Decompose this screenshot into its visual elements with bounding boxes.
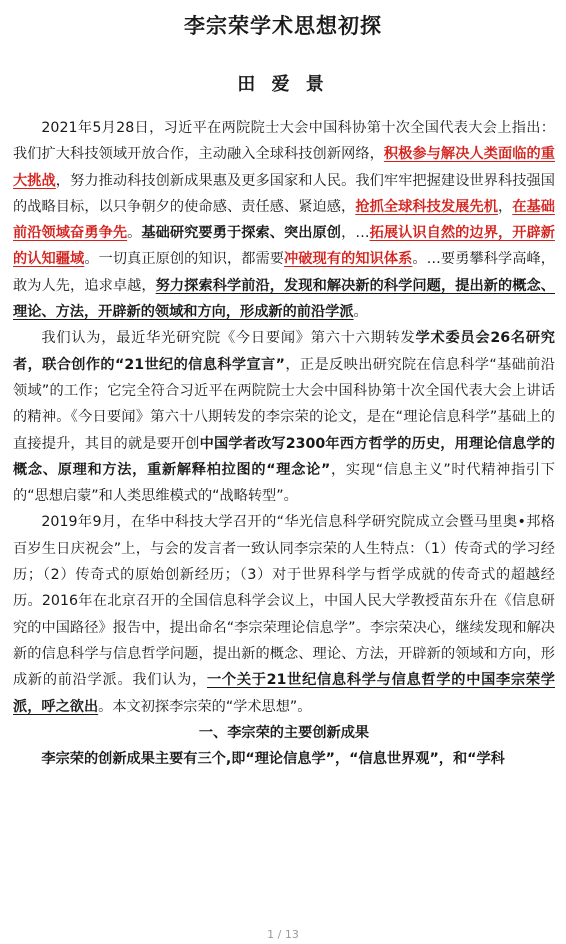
paragraph-1 [13,115,555,325]
document-title: 李宗荣学术思想初探 [184,14,382,38]
highlight-red: 冲破现有的知识体系 [284,251,413,268]
highlight-red: 积极参与解决人类面临的重大挑战 [13,146,555,189]
text-run: 2021年5月28日，习近平在两院院士大会中国科协第十次全国代表大会上指出：我们扩大科技领域开放合作，主动融入全球科技创新网络， [13,120,555,163]
paragraph-3 [13,509,555,719]
section-heading: 一、李宗荣的主要创新成果 [198,724,370,741]
bold-text: 基础研究要勇于探索、突出原创 [141,225,342,242]
text-run: 我们认为，最近华光研究院《今日要闻》第六十六期转发 [41,330,416,347]
paragraph-4 [13,746,555,772]
document-author: 田 爱 景 [237,74,329,95]
text-run: ，… [341,225,370,242]
document-body [13,115,555,772]
bold-text: 中国学者改写2300年西方哲学的历史，用理论信息学的概念、原理和方法，重新解释柏拉图的“理念论” [13,435,555,478]
text-run: 2019年9月，在华中科技大学召开的“华光信息科学研究院成立会暨马里奥•邦格百岁生日庆祝会”上，与会的发言者一致认同李宗荣的人生特点：（1）传奇式的学习经历；（2）传奇式的原始创新经历；（3）对于世界科学与哲学成就的传奇式的超越经历。2016年在北京召开的全国信息科学会议上，中国人民大学教授苗东升在《信息研究的中国路径》报告中，提出命名“李宗荣理论信息学”。李宗荣决心，继续发现和解决新的信息科学与信息哲学问题，提出新的概念、理论、方法，开辟新的领域和方向，形成新的前沿学派。我们认为， [13,514,555,689]
highlight-red: 拓展认识自然的边界，开辟新的认知疆域 [13,225,555,268]
text-run: 。 [127,225,142,242]
text-run: 。本文初探李宗荣的“学术思想”。 [98,698,312,715]
bold-underlined-text: 一个关于21世纪信息科学与信息哲学的中国李宗荣学派，呼之欲出 [13,672,555,715]
text-run: ，正是反映出研究院在信息科学“基础前沿领域”的工作；它完全符合习近平在两院院士大会中国科协第十次全国代表大会上讲话的精神。《今日要闻》第六十八期转发的李宗荣的论文，是在“理论信息科学”基础上的直接提升，其目的就是要开创 [13,356,555,452]
bold-text: 学术委员会26名研究者，联合创作的“21世纪的信息科学宣言” [13,330,555,373]
text-run: 。…要勇攀科学高峰，敢为人先，追求卓越， [13,251,555,294]
highlight-red: 抢抓全球科技发展先机 [355,198,498,215]
text-run: 。一切真正原创的知识，都需要 [84,251,285,268]
text-run: 。 [353,304,368,321]
paragraph-2 [13,325,555,509]
text-run: ， [497,198,513,215]
highlight-red: 在基础前沿领域奋勇争先 [13,198,555,242]
text-run: ，努力推动科技创新成果惠及更多国家和人民。我们牢牢把握建设世界科技强国的战略目标，以只争朝夕的使命感、责任感、紧迫感， [13,172,555,215]
page-indicator: 1 / 13 [267,928,299,941]
text-run: 李宗荣的创新成果主要有三个,即“理论信息学”，“信息世界观”，和“学科 [41,751,505,768]
bold-underlined-text: 努力探索科学前沿，发现和解决新的科学问题，提出新的概念、理论、方法，开辟新的领域和方向，形成新的前沿学派 [13,277,555,321]
text-run: ，实现“信息主义”时代精神指引下的“思想启蒙”和人类思维模式的“战略转型”。 [13,461,555,505]
